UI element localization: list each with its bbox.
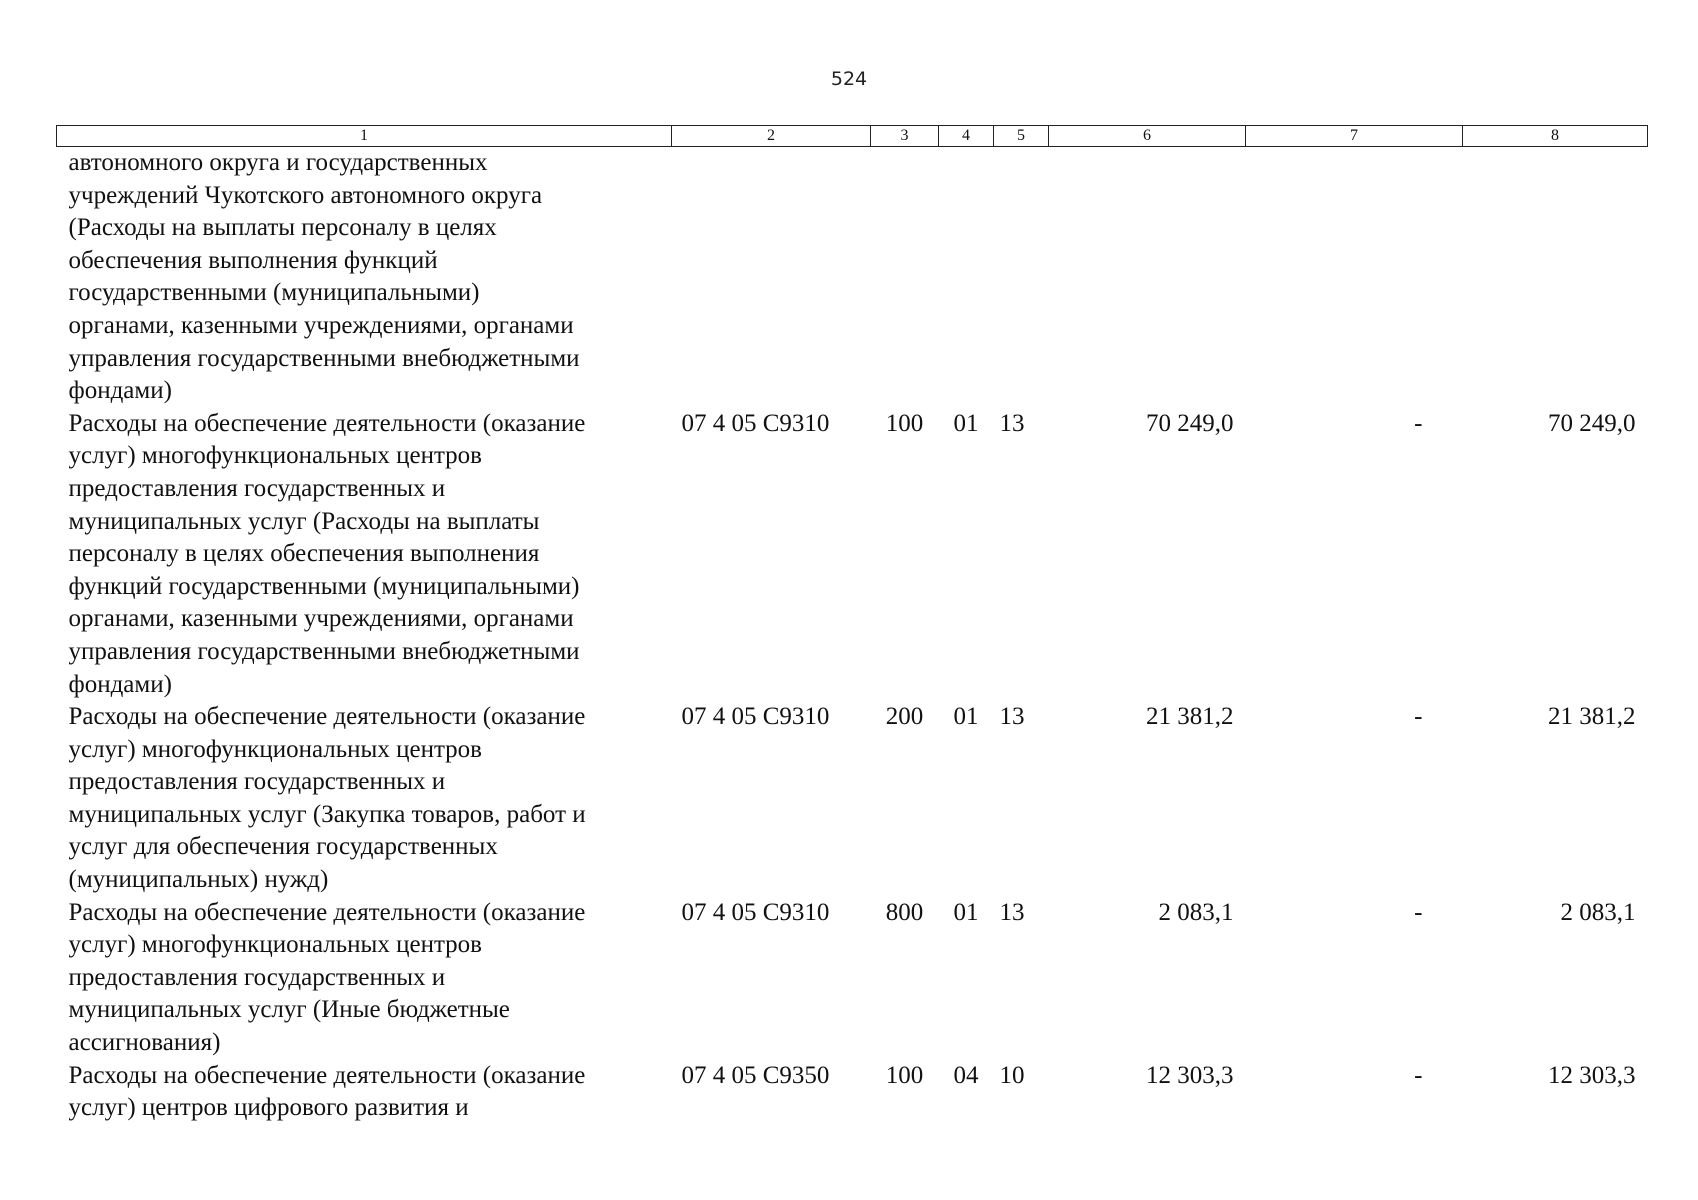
change-cell: - [1414,703,1423,731]
table-row [57,408,1648,701]
header-col-8: 8 [1463,126,1648,147]
section-cell [939,147,994,408]
item-name-line: управления государственными внебюджетными [68,637,580,665]
item-name-line: органами, казенными учреждениями, органами [68,605,574,633]
item-name-line: предоставления государственных и [68,963,446,991]
item-name-line: (муниципальных) нужд) [68,866,329,894]
subsection-cell: 10 [999,1061,1025,1089]
expense-type-cell: 200 [885,703,924,731]
item-name-cell [57,408,672,701]
subsection-cell: 13 [999,409,1025,437]
item-name-line: персоналу в целях обеспечения выполнения [68,540,540,568]
change-cell: - [1414,1061,1423,1089]
total-cell: 21 381,2 [1548,703,1636,731]
item-name-line: муниципальных услуг (Закупка товаров, работ и [68,800,586,828]
item-name-cell [57,701,672,897]
expense-type-cell: 100 [885,409,924,437]
table-row [57,1060,1648,1125]
change-cell: - [1414,409,1423,437]
item-name-line: услуг для обеспечения государственных [68,833,498,861]
header-col-6: 6 [1049,126,1246,147]
budget-table [56,125,1648,1125]
item-name-line: обеспечения выполнения функций [68,246,438,274]
item-name-line: органами, казенными учреждениями, органами [68,311,574,339]
section-cell: 01 [953,703,979,731]
item-name-cell [57,147,672,408]
item-name-line: (Расходы на выплаты персоналу в целях [68,214,497,242]
subsection-cell: 13 [999,703,1025,731]
total-cell: 12 303,3 [1548,1061,1636,1089]
item-name-line: Расходы на обеспечение деятельности (оказание [68,703,586,731]
header-col-7: 7 [1246,126,1463,147]
item-name-line: фондами) [68,377,172,405]
item-name-line: услуг) многофункциональных центров [68,735,482,763]
target-article-cell: 07 4 05 С9310 [681,703,830,731]
table-row [57,897,1648,1060]
subsection-cell: 13 [999,898,1025,926]
item-name-line: ассигнования) [68,1029,221,1057]
amount-cell [1049,147,1246,408]
item-name-line: Расходы на обеспечение деятельности (оказание [68,409,586,437]
table-row [57,147,1648,408]
total-cell: 2 083,1 [1560,898,1636,926]
item-name-line: услуг) многофункциональных центров [68,442,482,470]
expense-type-cell: 100 [885,1061,924,1089]
header-col-5: 5 [994,126,1049,147]
header-col-4: 4 [939,126,994,147]
page-number: 524 [830,68,868,90]
table-body [57,147,1648,1125]
target-article-cell: 07 4 05 С9310 [681,409,830,437]
item-name-line: предоставления государственных и [68,768,446,796]
expense-type-cell: 800 [885,898,924,926]
amount-cell: 12 303,3 [1146,1061,1234,1089]
change-cell: - [1414,898,1423,926]
total-cell [1463,147,1648,408]
amount-cell: 21 381,2 [1146,703,1234,731]
amount-cell: 70 249,0 [1146,409,1234,437]
item-name-line: предоставления государственных и [68,474,446,502]
item-name-cell [57,897,672,1060]
section-cell: 01 [953,898,979,926]
table-header [57,126,1648,147]
item-name-line: государственными (муниципальными) [68,279,480,307]
subsection-cell [994,147,1049,408]
item-name-line: управления государственными внебюджетными [68,344,580,372]
header-col-3: 3 [871,126,939,147]
amount-cell: 2 083,1 [1158,898,1234,926]
item-name-line: автономного округа и государственных [68,149,488,176]
item-name-line: фондами) [68,670,172,698]
item-name-cell [57,1060,672,1125]
target-article-cell: 07 4 05 С9350 [681,1061,830,1089]
item-name-line: учреждений Чукотского автономного округа [68,181,543,209]
item-name-line: функций государственными (муниципальными) [68,572,580,600]
item-name-line: муниципальных услуг (Иные бюджетные [68,996,510,1024]
item-name-line: услуг) многофункциональных центров [68,931,482,959]
item-name-line: муниципальных услуг (Расходы на выплаты [68,507,540,535]
header-col-1: 1 [57,126,672,147]
section-cell: 04 [953,1061,979,1089]
item-name-line: Расходы на обеспечение деятельности (оказание [68,898,586,926]
item-name-line: услуг) центров цифрового развития и [68,1094,469,1122]
total-cell: 70 249,0 [1548,409,1636,437]
table-row [57,701,1648,897]
section-cell: 01 [953,409,979,437]
header-row [57,126,1648,147]
target-article-cell [672,147,871,408]
expense-type-cell [871,147,939,408]
target-article-cell: 07 4 05 С9310 [681,898,830,926]
item-name-line: Расходы на обеспечение деятельности (оказание [68,1061,586,1089]
header-col-2: 2 [672,126,871,147]
change-cell [1246,147,1463,408]
